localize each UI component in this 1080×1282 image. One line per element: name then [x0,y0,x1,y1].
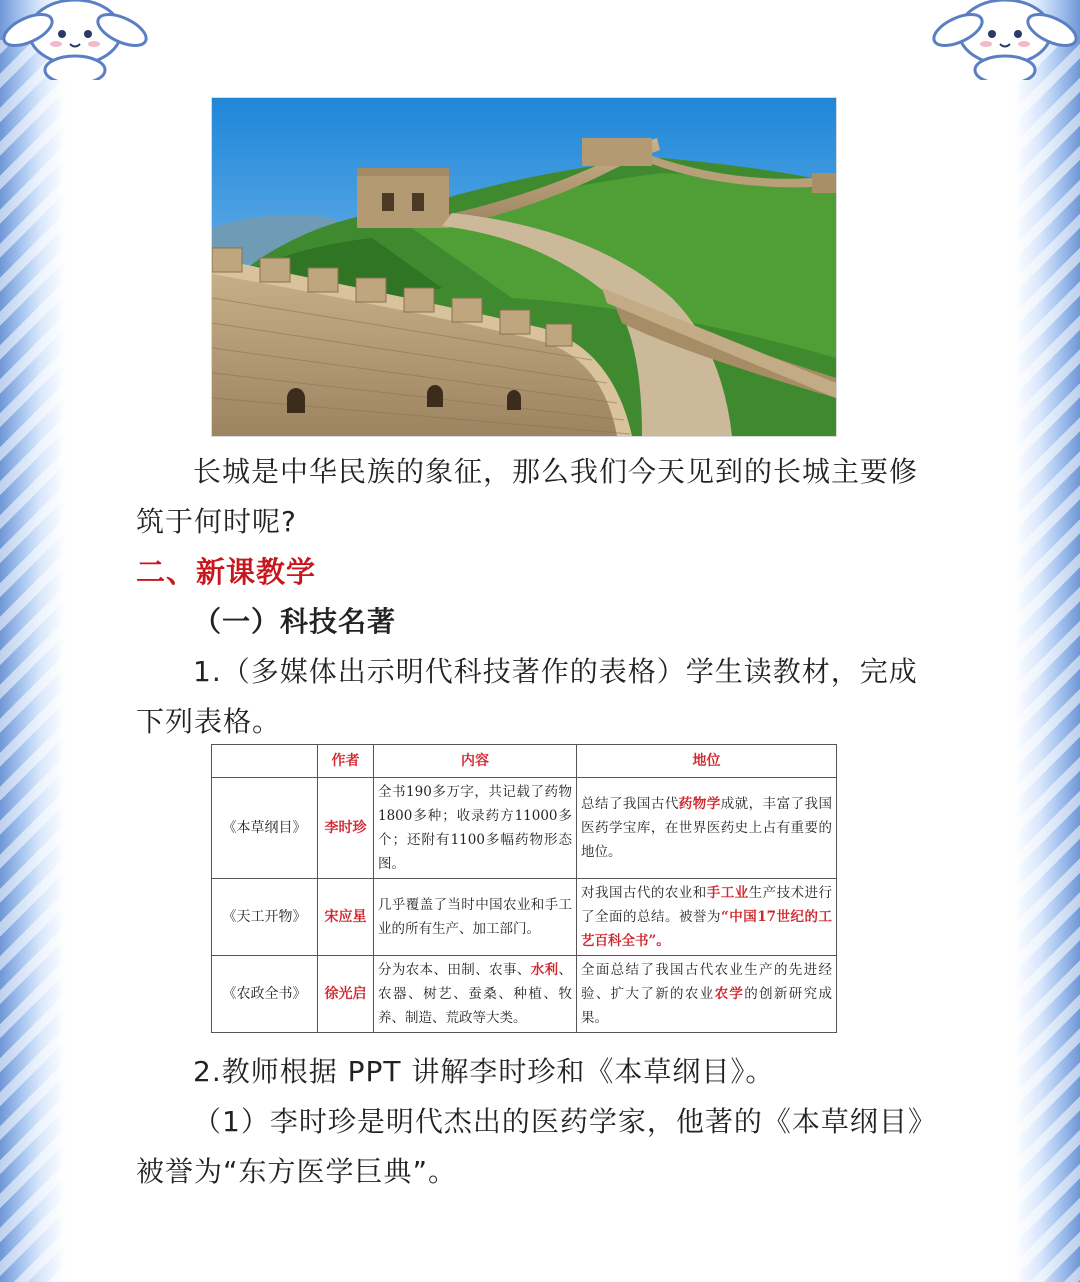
table-row [212,778,837,879]
step2-line: 2.教师根据 PPT 讲解李时珍和《本草纲目》。 [193,1055,775,1088]
frame-stripes-left [0,40,64,1282]
intro-line-2: 筑于何时呢? [136,505,297,538]
book-title-cell: 《农政全书》 [212,956,318,1033]
table-header-cell: 作者 [318,745,374,778]
content-text: 、农器、树艺、蚕桑、种植、牧养、制造、荒政等大类。 [378,962,573,1026]
status-text: 的创新研究成果。 [581,986,832,1026]
table-header-cell [212,745,318,778]
step2-1-line-1: （1）李时珍是明代杰出的医药学家，他著的《本草纲目》 [193,1105,937,1138]
status-highlight: 手工业 [706,885,749,901]
status-text: 全面总结了我国古代农业生产的先进经验、扩大了新的农业 [581,962,832,1002]
subsection-heading: （一）科技名著 [193,605,397,638]
content-highlight: 水利 [530,962,559,978]
status-highlight: 农学 [714,986,745,1002]
great-wall-photo [211,97,837,437]
step1-line-2: 下列表格。 [136,705,282,738]
frame-stripes-right [1016,40,1080,1282]
status-highlight: 药物学 [678,796,721,812]
book-title-cell: 《本草纲目》 [212,778,318,879]
status-cell [577,778,837,879]
table-header-cell: 地位 [577,745,837,778]
table-header-cell: 内容 [374,745,577,778]
status-cell [577,879,837,956]
intro-line-1: 长城是中华民族的象征，那么我们今天见到的长城主要修 [193,455,919,488]
status-text: 对我国古代的农业和 [581,885,707,901]
mascot-icon-right [930,0,1080,80]
status-highlight: “中国17世纪的工艺百科全书”。 [581,909,832,949]
author-cell: 李时珍 [318,778,374,879]
science-books-table [211,744,837,1033]
status-cell [577,956,837,1033]
table-header-row [212,745,837,778]
step2-1-line-2: 被誉为“东方医学巨典”。 [136,1155,458,1188]
table-row [212,956,837,1033]
section-heading: 二、新课教学 [136,555,317,589]
content-cell: 全书190多万字，共记载了药物1800多种；收录药方11000多个；还附有1100多幅药物形态图。 [374,778,577,879]
step1-line-1: 1.（多媒体出示明代科技著作的表格）学生读教材，完成 [193,655,918,688]
status-text: 成就，丰富了我国医药学宝库，在世界医药史上占有重要的地位。 [581,796,833,860]
author-cell: 徐光启 [318,956,374,1033]
book-title-cell: 《天工开物》 [212,879,318,956]
content-text: 分为农本、田制、农事、 [378,962,531,978]
content-cell: 几乎覆盖了当时中国农业和手工业的所有生产、加工部门。 [374,879,577,956]
table-row [212,879,837,956]
content-cell [374,956,577,1033]
status-text: 生产技术进行了全面的总结。被誉为 [581,885,833,925]
status-text: 总结了我国古代 [581,796,679,812]
mascot-icon-left [0,0,150,80]
author-cell: 宋应星 [318,879,374,956]
